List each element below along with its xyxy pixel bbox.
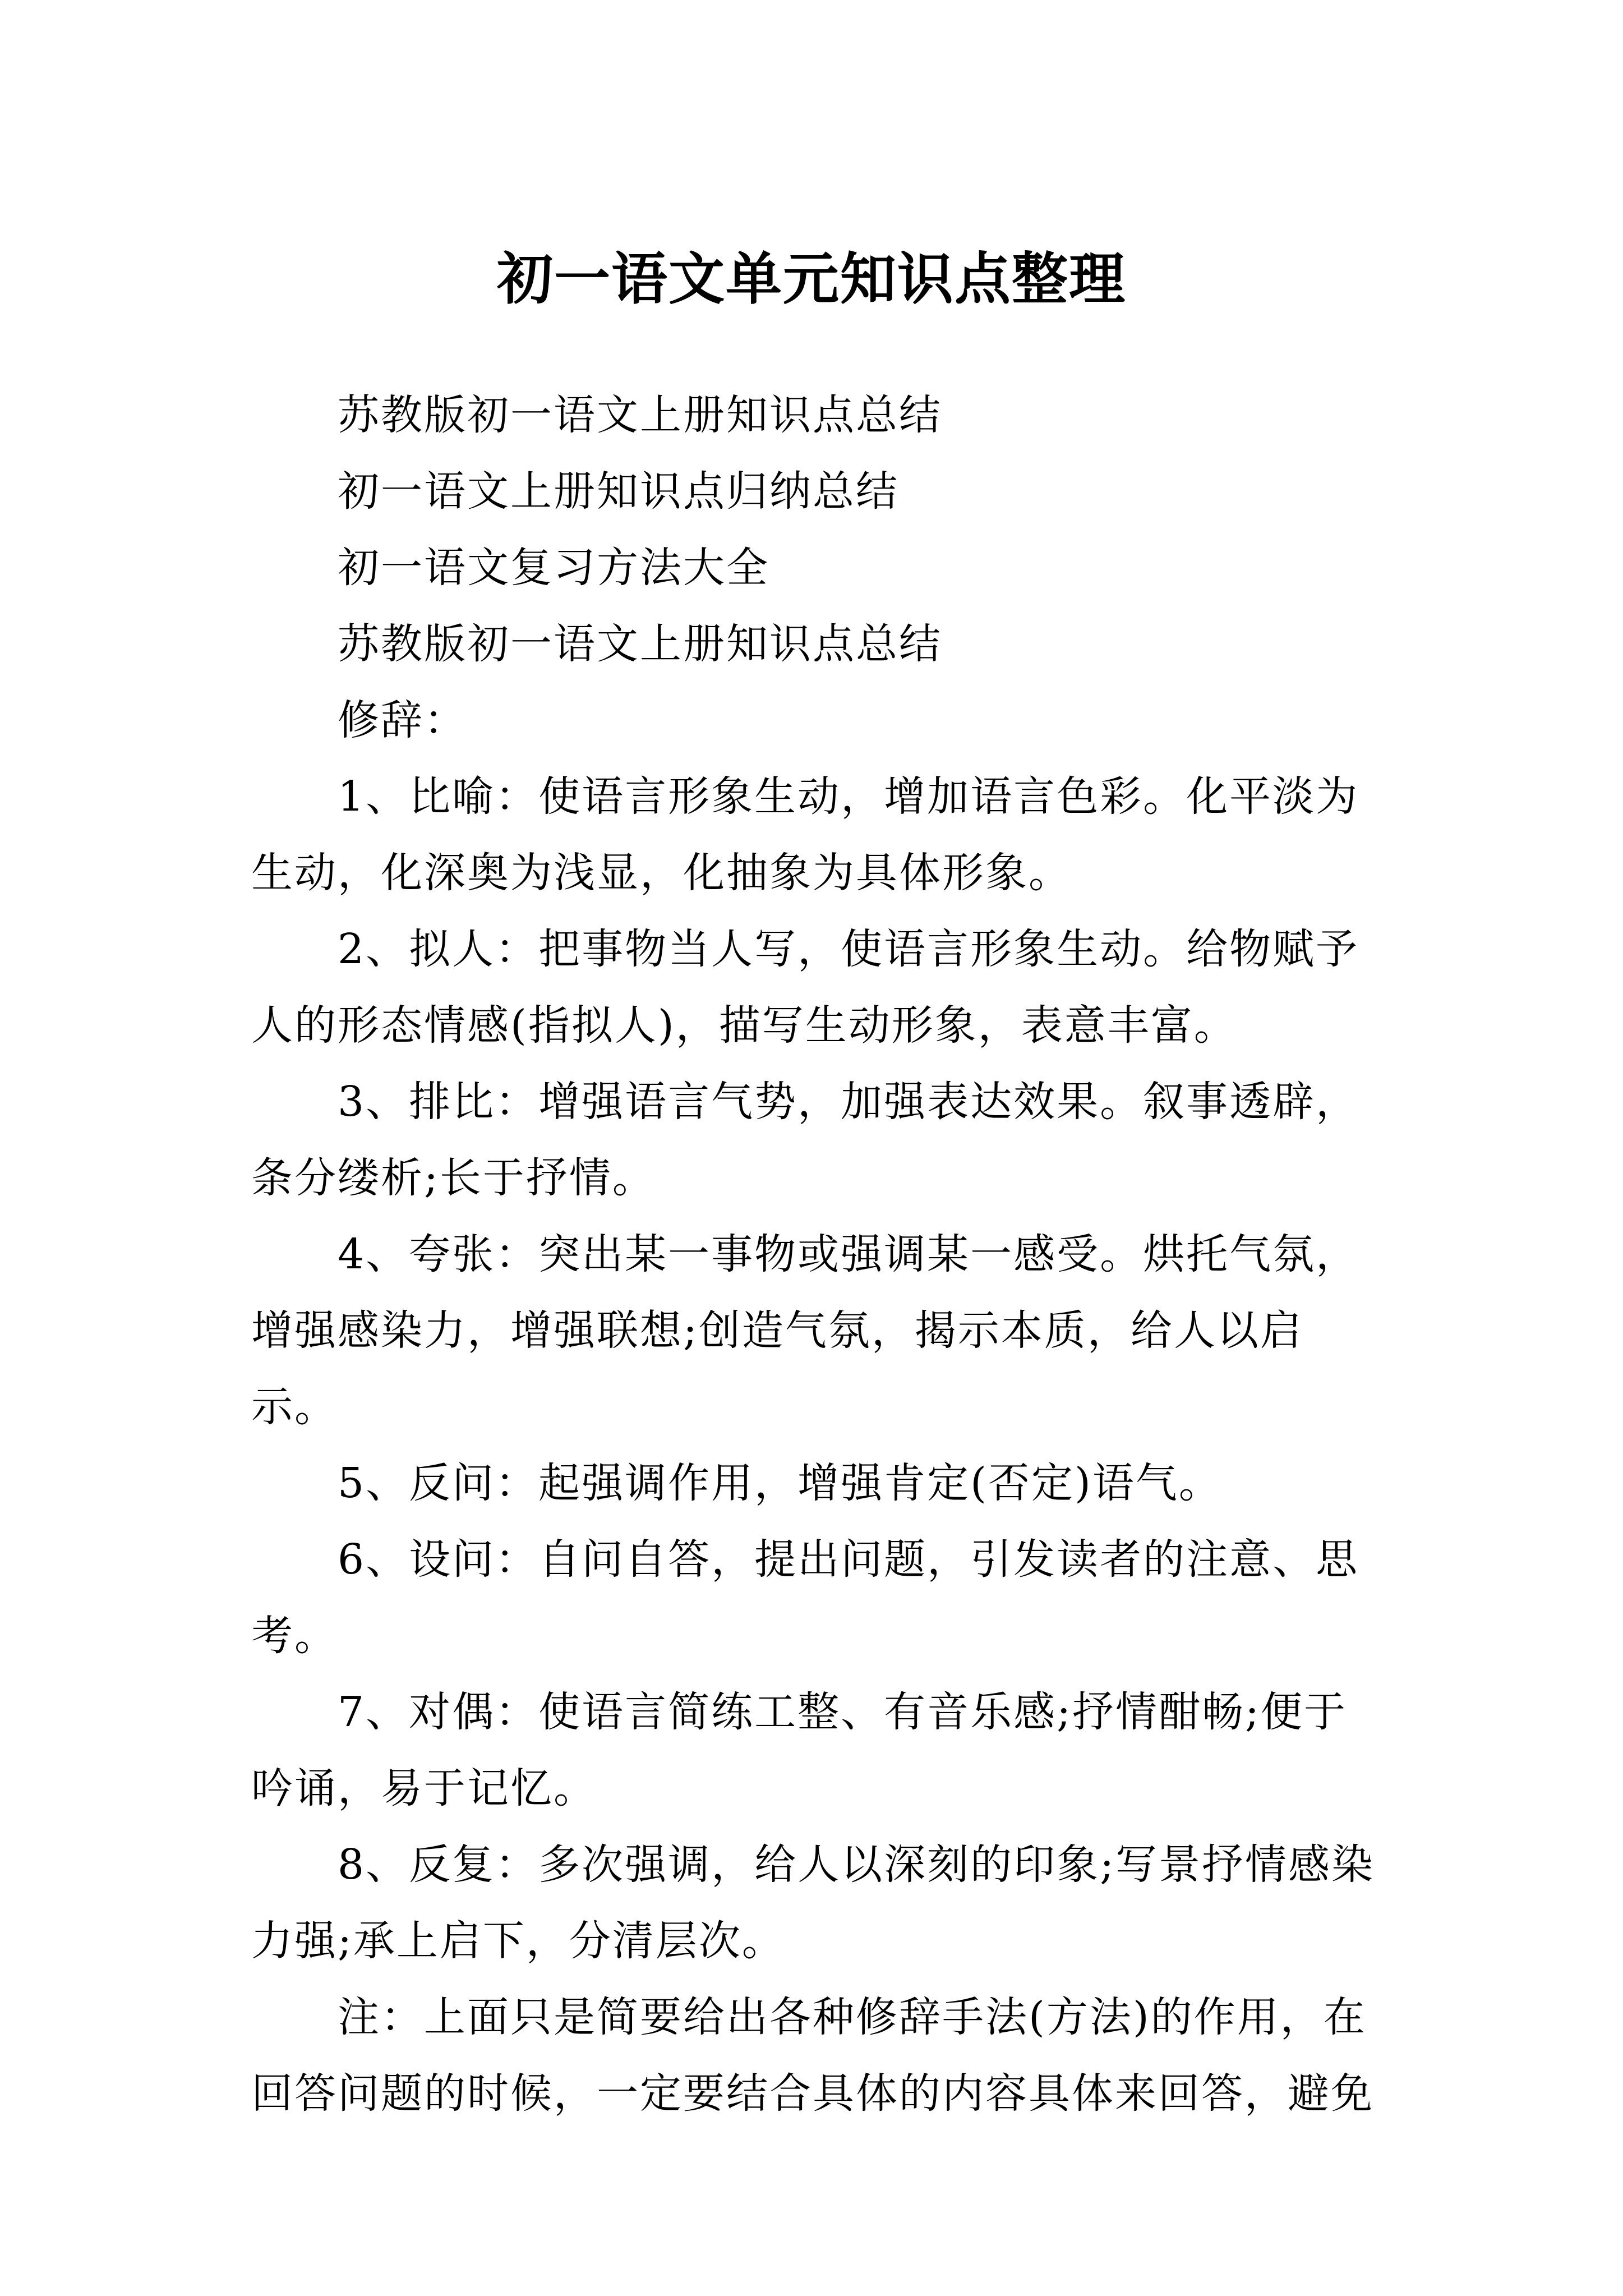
paragraph: 3、排比：增强语言气势，加强表达效果。叙事透辟，条分缕析;长于抒情。 — [251, 1078, 1359, 1202]
link-line: 苏教版初一语文上册知识点总结 — [338, 391, 942, 439]
link-line: 初一语文上册知识点归纳总结 — [338, 467, 899, 516]
paragraph: 7、对偶：使语言简练工整、有音乐感;抒情酣畅;便于吟诵，易于记忆。 — [251, 1688, 1347, 1812]
paragraph: 1、比喻：使语言形象生动，增加语言色彩。化平淡为生动，化深奥为浅显，化抽象为具体形象。 — [251, 772, 1359, 897]
paragraph: 6、设问：自问自答，提出问题，引发读者的注意、思考。 — [251, 1535, 1359, 1660]
link-line: 初一语文复习方法大全 — [338, 544, 769, 592]
section-heading: 苏教版初一语文上册知识点总结 — [338, 620, 942, 668]
document-body — [251, 377, 1378, 2132]
paragraph: 2、拟人：把事物当人写，使语言形象生动。给物赋予人的形态情感(指拟人)，描写生动形象，表意丰富。 — [251, 925, 1359, 1050]
document-title: 初一语文单元知识点整理 — [497, 246, 1126, 312]
subheading: 修辞： — [338, 696, 467, 744]
paragraph: 4、夸张：突出某一事物或强调某一感受。烘托气氛，增强感染力，增强联想;创造气氛，揭示本质，给人以启示。 — [251, 1230, 1359, 1431]
paragraph: 5、反问：起强调作用，增强肯定(否定)语气。 — [338, 1459, 1222, 1507]
paragraph: 注：上面只是简要给出各种修辞手法(方法)的作用，在回答问题的时候，一定要结合具体的内容具体来回答，避免 — [251, 1993, 1374, 2118]
paragraph: 8、反复：多次强调，给人以深刻的印象;写景抒情感染力强;承上启下，分清层次。 — [251, 1841, 1375, 1965]
